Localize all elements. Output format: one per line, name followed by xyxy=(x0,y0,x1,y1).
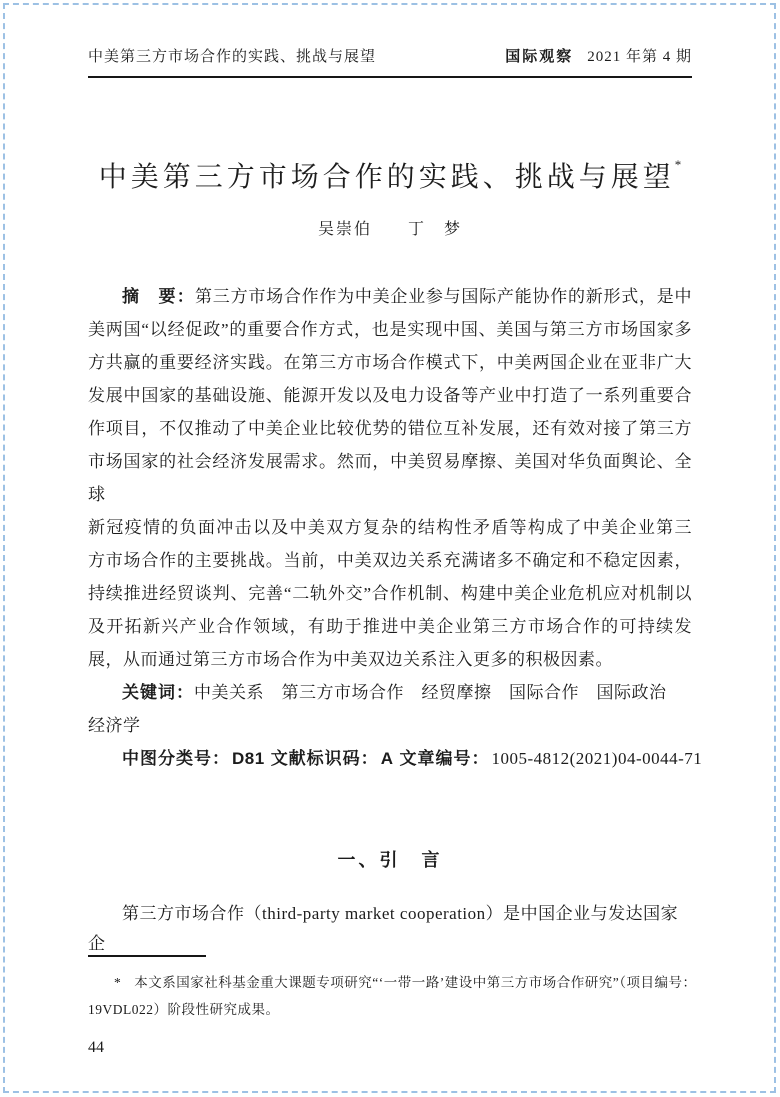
authors: 吴崇伯 丁 梦 xyxy=(317,221,462,238)
abstract-line: 持续推进经贸谈判、完善“二轨外交”合作机制、构建中美企业危机应对机制以 xyxy=(88,584,692,603)
clc-value: D81 xyxy=(232,749,265,768)
abstract-line: 发展中国家的基础设施、能源开发以及电力设备等产业中打造了一系列重要合 xyxy=(88,386,692,405)
footnote-marker: * xyxy=(114,975,122,990)
keywords-label: 关键词： xyxy=(122,683,194,702)
keywords-line: 经济学 xyxy=(88,716,141,735)
doc-code-label: 文献标识码： xyxy=(270,749,379,768)
abstract-text: 第三方市场合作作为中美企业参与国际产能协作的新形式，是中 xyxy=(195,287,693,306)
article-id-label: 文章编号： xyxy=(399,749,490,768)
abstract-line: 作项目，不仅推动了中美企业比较优势的错位互补发展，还有效对接了第三方 xyxy=(88,419,692,438)
keywords xyxy=(88,676,692,742)
journal-name: 国际观察 xyxy=(505,49,574,65)
footnote-separator xyxy=(88,955,206,957)
abstract xyxy=(88,280,692,676)
abstract-label: 摘 要： xyxy=(122,287,196,306)
article-title xyxy=(88,158,692,198)
issue-info: 2021 年第 4 期 xyxy=(587,49,692,65)
clc-label: 中图分类号： xyxy=(122,749,230,768)
article-id-value: 1005-4812(2021)04-0044-71 xyxy=(491,749,703,768)
running-header xyxy=(88,0,692,78)
abstract-line: 及开拓新兴产业合作领域，有助于推进中美企业第三方市场合作的可持续发 xyxy=(88,617,692,636)
abstract-line: 美两国“以经促政”的重要合作方式，也是实现中国、美国与第三方市场国家多 xyxy=(88,320,692,339)
keywords-line xyxy=(88,676,692,709)
footnote xyxy=(88,955,710,1023)
title-footnote-marker: * xyxy=(674,157,682,172)
page-number: 44 xyxy=(88,1039,104,1056)
doc-code-value: A xyxy=(380,749,394,768)
section-heading: 一、引 言 xyxy=(337,850,443,870)
abstract-line: 新冠疫情的负面冲击以及中美双方复杂的结构性矛盾等构成了中美企业第三 xyxy=(88,518,692,537)
article-title-text: 中美第三方市场合作的实践、挑战与展望 xyxy=(98,162,675,193)
body-paragraph: 第三方市场合作（third-party market cooperation）是中国企业与发达国家企 xyxy=(88,904,679,953)
running-title: 中美第三方市场合作的实践、挑战与展望 xyxy=(88,49,377,65)
classification-line xyxy=(88,742,703,775)
journal-issue-info xyxy=(505,47,692,67)
abstract-line: 市场国家的社会经济发展需求。然而，中美贸易摩擦、美国对华负面舆论、全球 xyxy=(88,452,692,504)
abstract-line xyxy=(88,280,692,313)
footnote-line: 19VDL022）阶段性研究成果。 xyxy=(88,1002,280,1017)
footnote-text: 本文系国家社科基金重大课题专项研究“‘一带一路’建设中第三方市场合作研究”（项目编号： xyxy=(134,975,697,990)
page-content xyxy=(88,0,703,959)
abstract-line: 展，从而通过第三方市场合作为中美双边关系注入更多的积极因素。 xyxy=(88,650,613,669)
footnote-line xyxy=(88,969,710,996)
keywords-text: 中美关系 第三方市场合作 经贸摩擦 国际合作 国际政治 xyxy=(194,683,667,702)
abstract-line: 方市场合作的主要挑战。当前，中美双边关系充满诸多不确定和不稳定因素， xyxy=(88,551,692,570)
abstract-line: 方共赢的重要经济实践。在第三方市场合作模式下，中美两国企业在亚非广大 xyxy=(88,353,692,372)
